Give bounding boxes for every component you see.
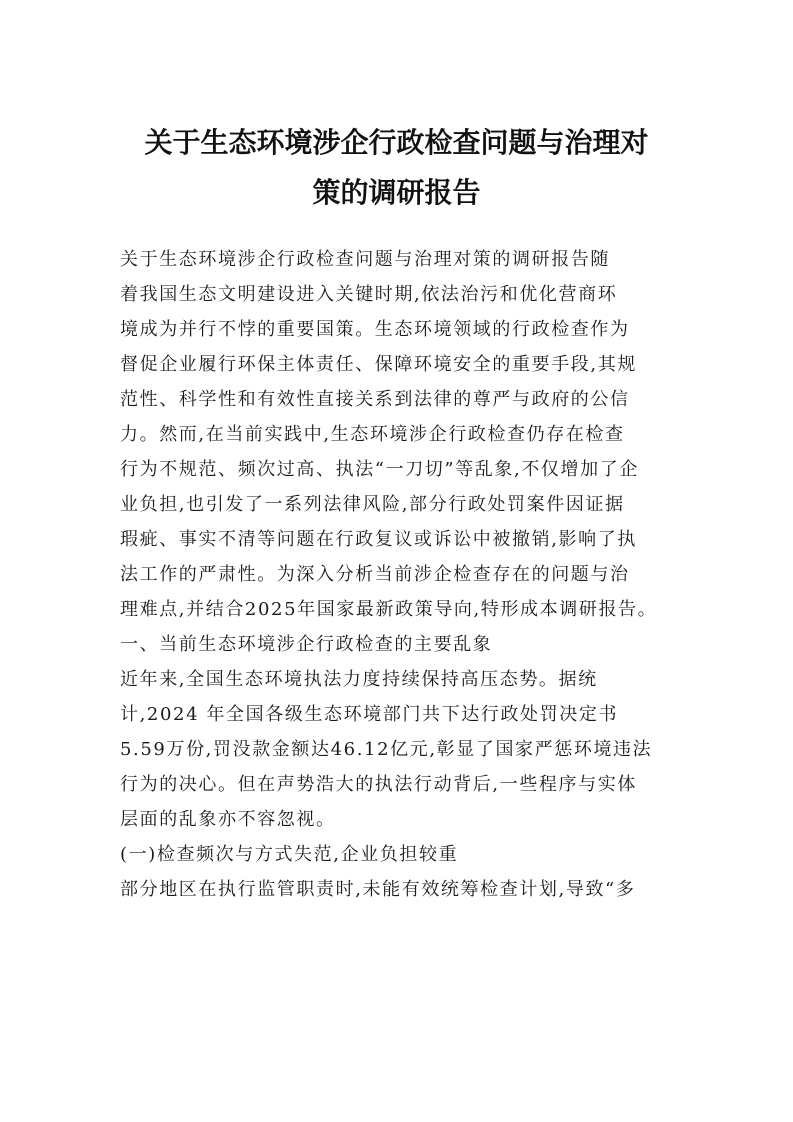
body-line: 法工作的严肃性。为深入分析当前涉企检查存在的问题与治 <box>120 564 630 585</box>
body-line: 层面的乱象亦不容忽视。 <box>120 809 336 830</box>
body-line: 督促企业履行环保主体责任、保障环境安全的重要手段,其规 <box>120 354 637 375</box>
body-line: 计,2024 年全国各级生态环境部门共下达行政处罚决定书 <box>120 704 619 725</box>
section-heading: 一、当前生态环境涉企行政检查的主要乱象 <box>120 634 493 655</box>
body-line: 关于生态环境涉企行政检查问题与治理对策的调研报告随 <box>120 249 610 270</box>
body-line: 理难点,并结合2025年国家最新政策导向,特形成本调研报告。 <box>120 599 658 620</box>
body-line: 部分地区在执行监管职责时,未能有效统筹检查计划,导致“多 <box>120 879 636 900</box>
body-line: 瑕疵、事实不清等问题在行政复议或诉讼中被撤销,影响了执 <box>120 529 637 550</box>
body-line: 境成为并行不悖的重要国策。生态环境领域的行政检查作为 <box>120 319 630 340</box>
document-body <box>120 242 686 907</box>
body-line: 力。然而,在当前实践中,生态环境涉企行政检查仍存在检查 <box>120 424 625 445</box>
body-line: 业负担,也引发了一系列法律风险,部分行政处罚案件因证据 <box>120 494 625 515</box>
document-title-line-1: 关于生态环境涉企行政检查问题与治理对 <box>144 126 649 159</box>
body-line: 着我国生态文明建设进入关键时期,依法治污和优化营商环 <box>120 284 618 305</box>
document-title-line-2: 策的调研报告 <box>312 176 481 209</box>
body-line: 行为的决心。但在声势浩大的执法行动背后,一些程序与实体 <box>120 774 637 795</box>
subsection-heading: (一)检查频次与方式失范,企业负担较重 <box>120 844 459 865</box>
body-line: 近年来,全国生态环境执法力度持续保持高压态势。据统 <box>120 669 598 690</box>
body-line: 范性、科学性和有效性直接关系到法律的尊严与政府的公信 <box>120 389 630 410</box>
body-line: 行为不规范、频次过高、执法“一刀切”等乱象,不仅增加了企 <box>120 459 639 480</box>
body-line: 5.59万份,罚没款金额达46.12亿元,彰显了国家严惩环境违法 <box>120 739 653 760</box>
